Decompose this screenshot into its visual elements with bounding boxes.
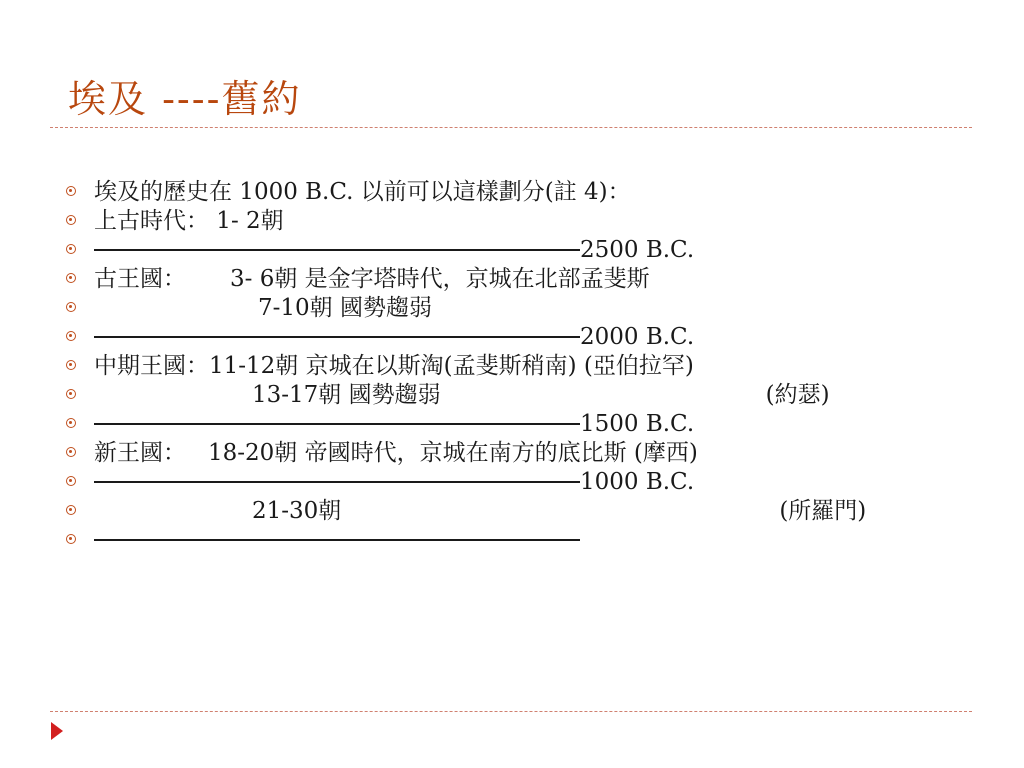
- timeline-line: [94, 336, 580, 338]
- item-text: 7-10朝 國勢趨弱: [258, 295, 432, 321]
- slide-title: 埃及 ----舊約: [68, 77, 302, 121]
- circle-bullet-icon: [66, 273, 76, 283]
- list-item: [62, 439, 877, 468]
- list-item: [62, 526, 877, 555]
- circle-bullet-icon: [66, 360, 76, 370]
- circle-bullet-icon: [66, 302, 76, 312]
- item-text: 上古時代： 1- 2朝: [94, 208, 284, 234]
- list-item: [62, 207, 877, 236]
- timeline-line: [94, 539, 580, 541]
- list-item: [62, 323, 877, 352]
- item-text: 3- 6朝 是金字塔時代，京城在北部孟斐斯: [230, 266, 650, 292]
- item-text: 埃及的歷史在 1000 B.C. 以前可以這樣劃分(註 4)：: [94, 179, 631, 205]
- item-text: 21-30朝: [252, 498, 342, 524]
- list-item: [62, 410, 877, 439]
- item-text: 18-20朝 帝國時代，京城在南方的底比斯 (摩西): [208, 440, 698, 466]
- list-item: [62, 497, 877, 526]
- list-item: [62, 236, 877, 265]
- timeline-line: [94, 481, 580, 483]
- list-item: [62, 178, 877, 207]
- circle-bullet-icon: [66, 505, 76, 515]
- slide-marker-icon: [51, 722, 63, 740]
- period-label: 新王國：: [94, 440, 186, 466]
- list-item: [62, 468, 877, 497]
- list-item: [62, 294, 877, 323]
- circle-bullet-icon: [66, 534, 76, 544]
- period-end-label: 2500 B.C.: [580, 237, 695, 263]
- circle-bullet-icon: [66, 389, 76, 399]
- list-item: [62, 265, 877, 294]
- item-text: 13-17朝 國勢趨弱: [252, 382, 441, 408]
- item-text: 中期王國：11-12朝 京城在以斯淘(孟斐斯稍南) (亞伯拉罕): [94, 353, 694, 379]
- circle-bullet-icon: [66, 331, 76, 341]
- figure-note: (約瑟): [765, 382, 830, 408]
- bullet-list: [62, 178, 877, 555]
- period-label: 古王國：: [94, 266, 186, 292]
- timeline-line: [94, 423, 580, 425]
- footer-divider: [50, 711, 972, 712]
- circle-bullet-icon: [66, 215, 76, 225]
- circle-bullet-icon: [66, 418, 76, 428]
- circle-bullet-icon: [66, 476, 76, 486]
- timeline-line: [94, 249, 580, 251]
- figure-note: (所羅門): [779, 498, 867, 524]
- circle-bullet-icon: [66, 447, 76, 457]
- period-end-label: 1000 B.C.: [580, 469, 695, 495]
- period-end-label: 2000 B.C.: [580, 324, 695, 350]
- circle-bullet-icon: [66, 186, 76, 196]
- period-end-label: 1500 B.C.: [580, 411, 695, 437]
- circle-bullet-icon: [66, 244, 76, 254]
- list-item: [62, 381, 877, 410]
- list-item: [62, 352, 877, 381]
- title-divider: [50, 127, 972, 128]
